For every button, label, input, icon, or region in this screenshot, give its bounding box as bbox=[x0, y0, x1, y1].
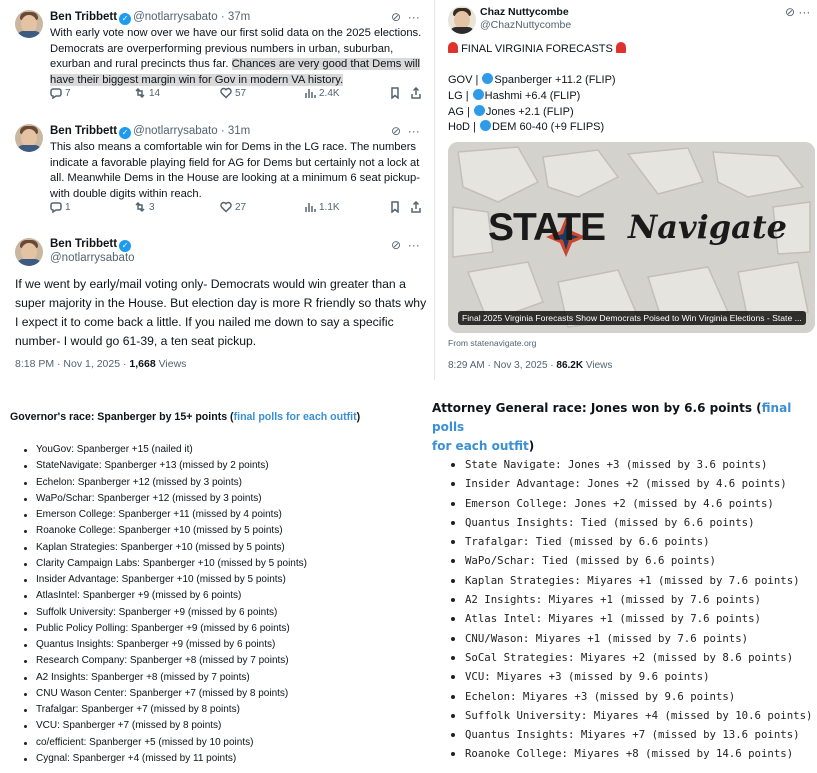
poll-list-item: Public Policy Polling: Spanberger +9 (missed by 6 points) bbox=[22, 621, 307, 637]
more-dots-icon[interactable]: ··· bbox=[407, 238, 420, 252]
grok-icon[interactable]: ⊘ bbox=[391, 238, 402, 252]
tweet-meta bbox=[448, 360, 612, 371]
blue-circle-icon bbox=[480, 120, 491, 131]
forecast-prefix: LG | bbox=[448, 90, 472, 102]
author-name-text[interactable]: Chaz Nuttycombe bbox=[480, 6, 569, 18]
repost-count: 14 bbox=[149, 87, 161, 99]
siren-icon bbox=[616, 42, 626, 53]
author-handle[interactable]: @notlarrysabato bbox=[133, 125, 218, 137]
forecast-line-lg bbox=[448, 89, 580, 102]
tweet-top-icons bbox=[391, 10, 420, 24]
views-count: 2.4K bbox=[319, 87, 340, 99]
poll-list-item: CNU Wason Center: Spanberger +7 (missed by 8 points) bbox=[22, 686, 307, 702]
poll-list-item: VCU: Spanberger +7 (missed by 8 points) bbox=[22, 718, 307, 734]
bookmark-button[interactable] bbox=[389, 201, 401, 213]
more-dots-icon[interactable]: ··· bbox=[407, 124, 420, 138]
blue-circle-icon bbox=[474, 105, 485, 116]
chaz-tweet[interactable] bbox=[438, 0, 817, 378]
like-button[interactable] bbox=[220, 87, 246, 99]
poll-list-item: co/efficient: Spanberger +5 (missed by 10 points) bbox=[22, 735, 307, 751]
forecast-headline bbox=[448, 42, 626, 55]
tweet-text-plain: With early vote now over we have our first solid data on the 2025 elections. Democrats are overperforming previous numbers in urban, suburban, exurban and rural precincts thus far. bbox=[50, 27, 422, 70]
forecast-line-ag bbox=[448, 105, 574, 118]
governor-race-panel bbox=[0, 395, 425, 773]
forecast-text: Spanberger +11.2 (FLIP) bbox=[494, 74, 616, 86]
tweet-3-focused[interactable] bbox=[0, 230, 433, 378]
views-count: 1,668 bbox=[129, 358, 156, 370]
share-button[interactable] bbox=[410, 201, 422, 213]
forecast-line-hod bbox=[448, 120, 604, 133]
tweet-1[interactable] bbox=[0, 0, 433, 115]
poll-list-item: Emerson College: Jones +2 (missed by 4.6 points) bbox=[445, 494, 812, 513]
poll-list-item: Quantus Insights: Spanberger +9 (missed by 6 points) bbox=[22, 637, 307, 653]
tweet-text: If we went by early/mail voting only- Democrats would win greater than a super majority in the House. But election day is more R friendly so thats why I expect it to come back a little. If you nailed me down to say a specific number- I would go 61-39, a ten seat pickup. bbox=[15, 277, 427, 348]
tweet-text-highlighted: Chances are very good that Dems will have their biggest margin win for Gov in modern VA history. bbox=[50, 58, 421, 86]
views-label: Views bbox=[155, 358, 187, 370]
ag-poll-list bbox=[445, 455, 812, 764]
avatar[interactable] bbox=[15, 10, 43, 38]
reply-count: 1 bbox=[65, 201, 71, 213]
views-button[interactable] bbox=[304, 87, 340, 99]
tweet-header bbox=[50, 238, 133, 252]
poll-list-item: SoCal Strategies: Miyares +2 (missed by 8.6 points) bbox=[445, 648, 812, 667]
tweet-text bbox=[50, 26, 428, 88]
poll-list-item: Kaplan Strategies: Spanberger +10 (missed by 5 points) bbox=[22, 540, 307, 556]
poll-list-item: Quantus Insights: Tied (missed by 6.6 points) bbox=[445, 513, 812, 532]
siren-icon bbox=[448, 42, 458, 53]
card-logo-navigate: Navigate bbox=[628, 208, 787, 246]
card-caption[interactable]: Final 2025 Virginia Forecasts Show Democrats Poised to Win Virginia Elections - State ... bbox=[458, 311, 806, 325]
poll-list-item: State Navigate: Jones +3 (missed by 3.6 points) bbox=[445, 455, 812, 474]
poll-list-item: A2 Insights: Miyares +1 (missed by 7.6 points) bbox=[445, 590, 812, 609]
tweet-top-icons bbox=[785, 5, 810, 19]
views-count: 86.2K bbox=[556, 360, 584, 371]
share-icon bbox=[410, 87, 422, 99]
governor-poll-list bbox=[22, 442, 307, 767]
author-handle[interactable]: @notlarrysabato bbox=[50, 252, 135, 264]
forecast-text: DEM 60-40 (+9 FLIPS) bbox=[491, 121, 605, 133]
ag-title-text: Attorney General race: Jones won by 6.6 points ( bbox=[432, 401, 762, 415]
more-dots-icon[interactable]: ··· bbox=[798, 5, 811, 19]
poll-list-item: Clarity Campaign Labs: Spanberger +10 (missed by 5 points) bbox=[22, 556, 307, 572]
tweet-timestamp[interactable]: 8:18 PM · Nov 1, 2025 · bbox=[15, 358, 130, 370]
ben-tribbett-thread bbox=[0, 0, 433, 378]
verified-badge-icon: ✓ bbox=[119, 127, 131, 139]
views-icon bbox=[304, 87, 316, 99]
title-close-paren: ) bbox=[356, 411, 361, 423]
tweet-timestamp[interactable]: 8:29 AM · Nov 3, 2025 · bbox=[448, 360, 557, 371]
views-label: Views bbox=[583, 360, 613, 371]
tweet-top-icons bbox=[391, 124, 420, 138]
poll-list-item: Insider Advantage: Jones +2 (missed by 4.6 points) bbox=[445, 474, 812, 493]
poll-list-item: Cygnal: Spanberger +4 (missed by 11 points) bbox=[22, 751, 307, 767]
author-handle[interactable]: @ChazNuttycombe bbox=[480, 19, 572, 31]
poll-list-item: Insider Advantage: Spanberger +10 (missed by 5 points) bbox=[22, 572, 307, 588]
repost-icon bbox=[134, 201, 146, 213]
views-button[interactable] bbox=[304, 201, 340, 213]
poll-list-item: A2 Insights: Spanberger +8 (missed by 7 points) bbox=[22, 670, 307, 686]
more-dots-icon[interactable]: ··· bbox=[407, 10, 420, 24]
poll-list-item: AtlasIntel: Spanberger +9 (missed by 6 points) bbox=[22, 588, 307, 604]
avatar[interactable] bbox=[15, 238, 43, 266]
poll-list-item: WaPo/Schar: Spanberger +12 (missed by 3 points) bbox=[22, 491, 307, 507]
repost-icon bbox=[134, 87, 146, 99]
poll-list-item: Suffolk University: Spanberger +9 (missed by 6 points) bbox=[22, 605, 307, 621]
verified-badge-icon: ✓ bbox=[119, 13, 131, 25]
author-name bbox=[480, 6, 569, 18]
reply-button[interactable] bbox=[50, 87, 71, 99]
poll-list-item: WaPo/Schar: Tied (missed by 6.6 points) bbox=[445, 551, 812, 570]
final-polls-link[interactable]: final polls bbox=[432, 401, 792, 434]
poll-list-item: Trafalgar: Spanberger +7 (missed by 8 points) bbox=[22, 702, 307, 718]
like-icon bbox=[220, 87, 232, 99]
ag-title bbox=[432, 399, 812, 456]
card-source[interactable]: From statenavigate.org bbox=[448, 338, 537, 348]
blue-circle-icon bbox=[473, 89, 484, 100]
poll-list-item: Echelon: Miyares +3 (missed by 9.6 points) bbox=[445, 687, 812, 706]
repost-count: 3 bbox=[149, 201, 155, 213]
forecast-prefix: GOV | bbox=[448, 74, 482, 86]
forecast-text: Hashmi +6.4 (FLIP) bbox=[484, 90, 581, 102]
poll-list-item: VCU: Miyares +3 (missed by 9.6 points) bbox=[445, 667, 812, 686]
title-close-paren: ) bbox=[528, 439, 535, 453]
poll-list-item: Emerson College: Spanberger +11 (missed by 4 points) bbox=[22, 507, 307, 523]
bookmark-button[interactable] bbox=[389, 87, 401, 99]
final-polls-link[interactable]: final polls for each outfit bbox=[233, 411, 357, 423]
reply-icon bbox=[50, 87, 62, 99]
share-icon bbox=[410, 201, 422, 213]
governor-title-text: Governor's race: Spanberger by 15+ points ( bbox=[10, 411, 234, 423]
reply-button[interactable] bbox=[50, 201, 71, 213]
bookmark-icon bbox=[389, 201, 401, 213]
poll-list-item: CNU/Wason: Miyares +1 (missed by 7.6 points) bbox=[445, 629, 812, 648]
author-name[interactable]: Ben Tribbett bbox=[50, 238, 118, 250]
forecast-prefix: AG | bbox=[448, 106, 473, 118]
tweet-meta bbox=[15, 358, 186, 370]
views-icon bbox=[304, 201, 316, 213]
tweet-top-icons bbox=[391, 238, 420, 252]
bookmark-icon bbox=[389, 87, 401, 99]
grok-icon[interactable]: ⊘ bbox=[391, 124, 402, 138]
verified-badge-icon: ✓ bbox=[119, 240, 131, 252]
repost-button[interactable] bbox=[134, 87, 160, 99]
tweet-time[interactable]: · 37m bbox=[220, 11, 251, 23]
repost-button[interactable] bbox=[134, 201, 155, 213]
tweet-2[interactable] bbox=[0, 115, 433, 230]
poll-list-item: Roanoke College: Miyares +8 (missed by 14.6 points) bbox=[445, 744, 812, 763]
poll-list-item: Atlas Intel: Miyares +1 (missed by 7.6 points) bbox=[445, 609, 812, 628]
poll-list-item: Roanoke College: Spanberger +10 (missed by 5 points) bbox=[22, 523, 307, 539]
poll-list-item: Research Company: Spanberger +8 (missed by 7 points) bbox=[22, 653, 307, 669]
tweet-header bbox=[50, 11, 250, 25]
forecast-text: Jones +2.1 (FLIP) bbox=[485, 106, 574, 118]
forecast-line-gov bbox=[448, 73, 616, 86]
blue-circle-icon bbox=[482, 73, 493, 84]
reply-count: 7 bbox=[65, 87, 71, 99]
author-name[interactable]: Ben Tribbett bbox=[50, 11, 118, 23]
grok-icon[interactable]: ⊘ bbox=[391, 10, 402, 24]
like-icon bbox=[220, 201, 232, 213]
tweet-header bbox=[50, 125, 250, 139]
tweet-time[interactable]: · 31m bbox=[220, 125, 251, 137]
panel-divider bbox=[434, 0, 435, 380]
poll-list-item: Echelon: Spanberger +12 (missed by 3 points) bbox=[22, 475, 307, 491]
like-count: 57 bbox=[235, 87, 247, 99]
poll-list-item: Trafalgar: Tied (missed by 6.6 points) bbox=[445, 532, 812, 551]
link-card[interactable] bbox=[448, 142, 815, 333]
author-name[interactable]: Ben Tribbett bbox=[50, 125, 118, 137]
avatar[interactable] bbox=[448, 6, 476, 34]
reply-icon bbox=[50, 201, 62, 213]
like-button[interactable] bbox=[220, 201, 246, 213]
author-handle[interactable]: @notlarrysabato bbox=[133, 11, 218, 23]
views-count: 1.1K bbox=[319, 201, 340, 213]
headline-text: FINAL VIRGINIA FORECASTS bbox=[461, 43, 613, 55]
poll-list-item: Suffolk University: Miyares +4 (missed by 10.6 points) bbox=[445, 706, 812, 725]
poll-list-item: Kaplan Strategies: Miyares +1 (missed by 7.6 points) bbox=[445, 571, 812, 590]
poll-list-item: YouGov: Spanberger +15 (nailed it) bbox=[22, 442, 307, 458]
ag-race-panel bbox=[425, 392, 817, 773]
forecast-prefix: HoD | bbox=[448, 121, 479, 133]
governor-title bbox=[10, 411, 360, 423]
grok-icon[interactable]: ⊘ bbox=[785, 5, 796, 19]
card-logo-state: STATE bbox=[488, 206, 606, 249]
tweet-text: This also means a comfortable win for Dems in the LG race. The numbers indicate a favorable playing field for AG for Dems but certainly not a lock at all. Meanwhile Dems in the House are looking at a minimum 6 seat pickup- with double digits within reach. bbox=[50, 141, 420, 200]
poll-list-item: Quantus Insights: Miyares +7 (missed by 13.6 points) bbox=[445, 725, 812, 744]
like-count: 27 bbox=[235, 201, 247, 213]
avatar[interactable] bbox=[15, 124, 43, 152]
final-polls-link-cont[interactable]: for each outfit bbox=[432, 439, 529, 453]
poll-list-item: StateNavigate: Spanberger +13 (missed by 2 points) bbox=[22, 458, 307, 474]
share-button[interactable] bbox=[410, 87, 422, 99]
